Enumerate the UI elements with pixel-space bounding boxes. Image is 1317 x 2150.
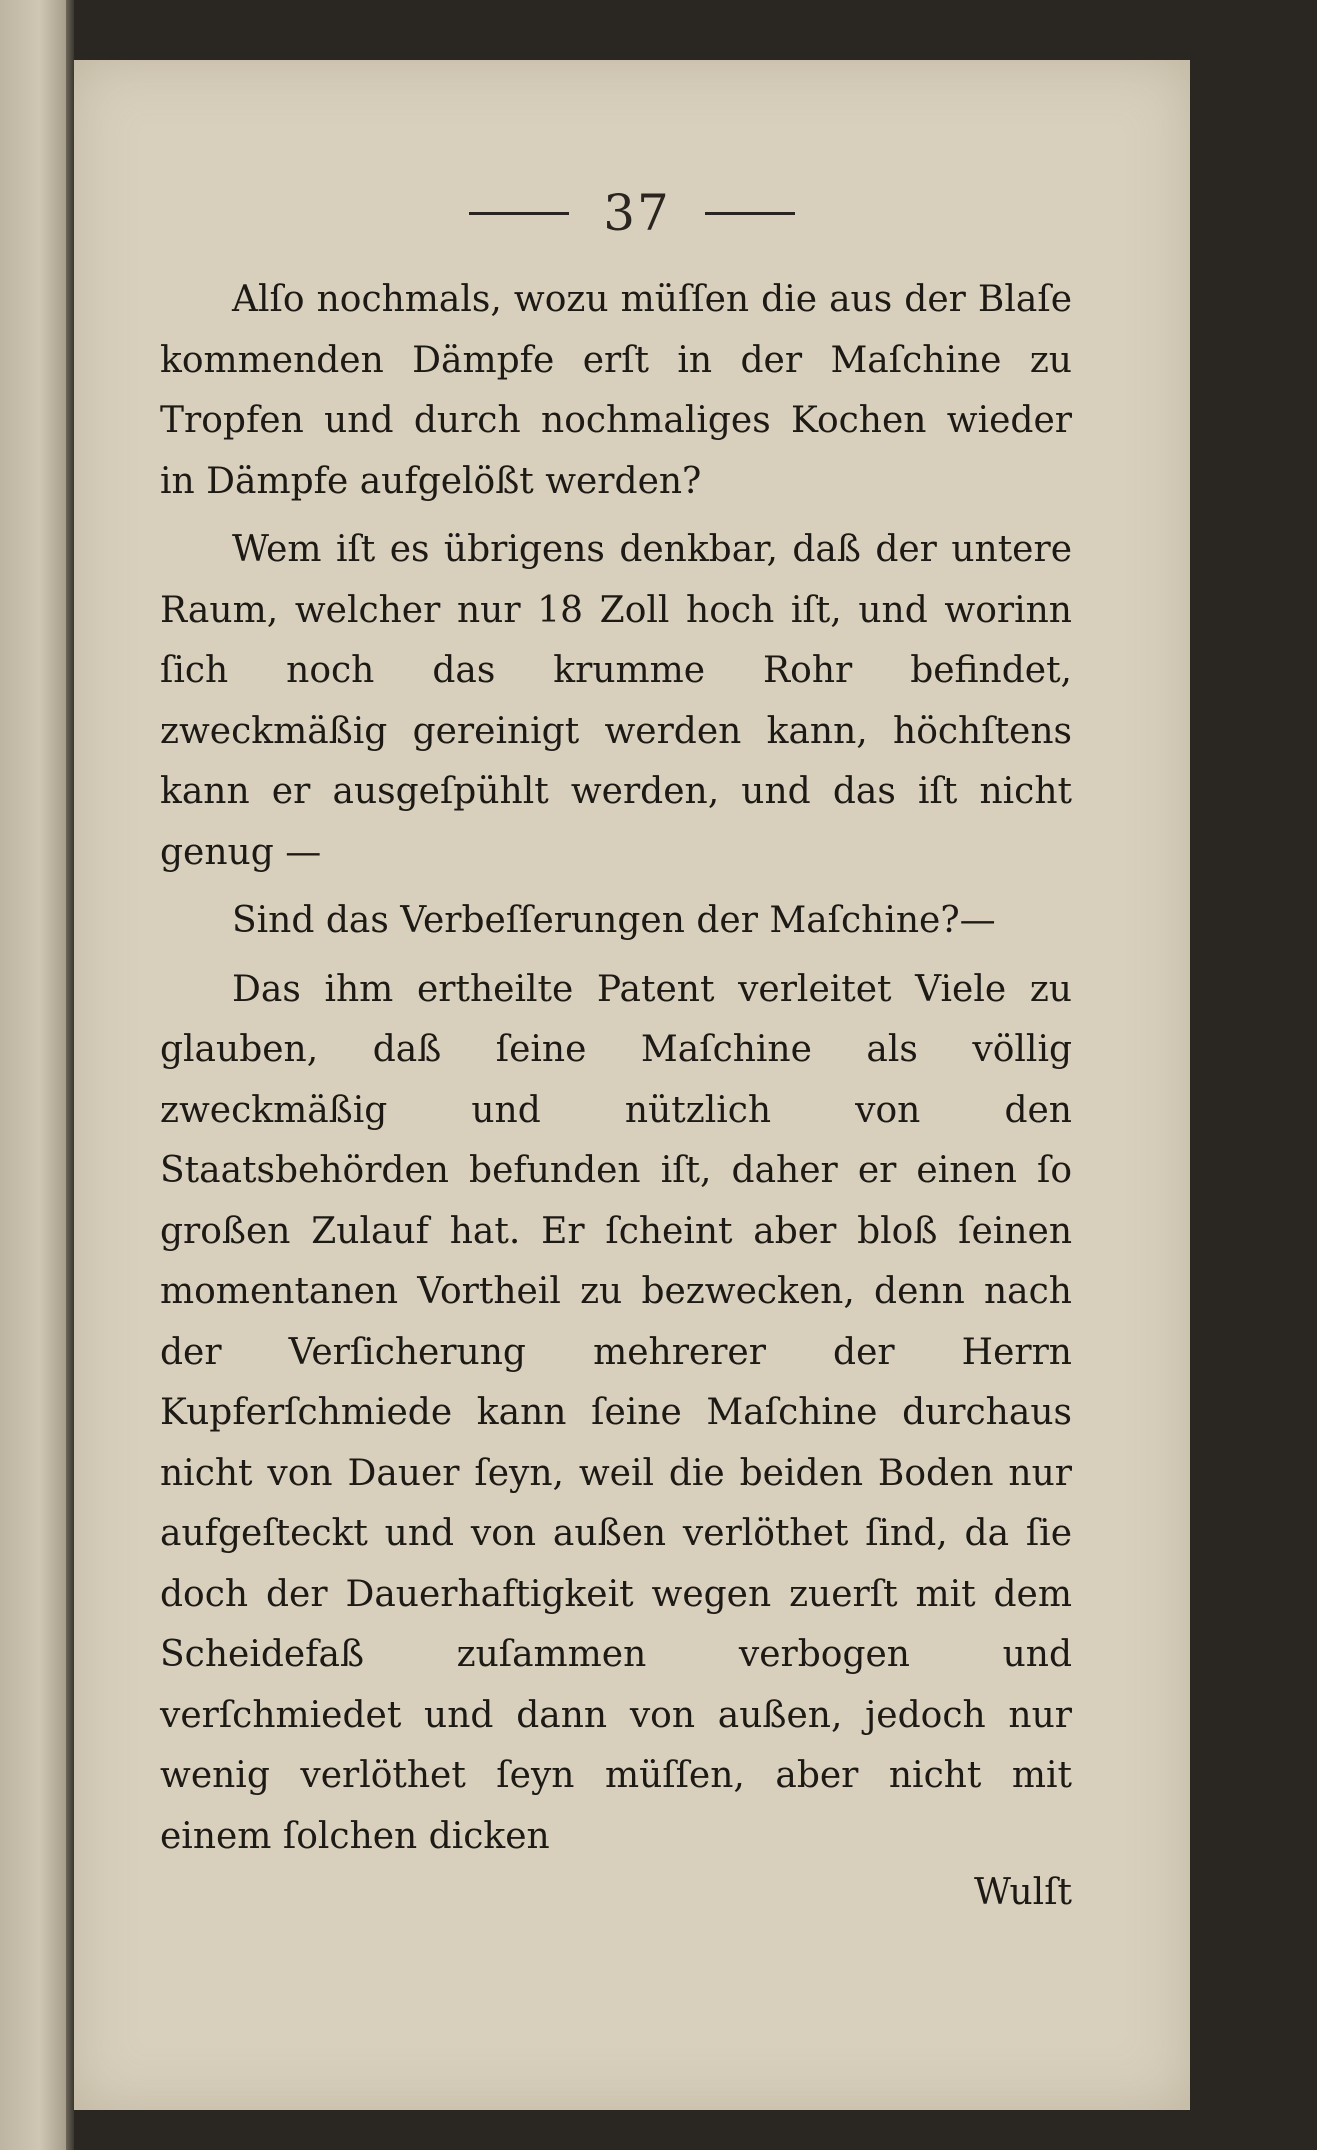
catchword: Wulſt [973, 1872, 1072, 1913]
page-number: 37 [603, 184, 671, 242]
paragraph-4: Das ihm ertheilte Patent verleitet Viele zu glauben, daß ſeine Maſchine als völlig zweckmäßig und nützlich von den Staatsbehörden befunden iſt, daher er einen ſo großen Zulauf hat. Er ſcheint aber bloß ſeinen momentanen Vortheil zu bezwecken, denn nach der Verſicherung mehrerer der Herrn Kupferſchmiede kann ſeine Maſchine durchaus nicht von Dauer ſeyn, weil die beiden Boden nur aufgeſteckt und von außen verlöthet ſind, da ſie doch der Dauerhaftigkeit wegen zuerſt mit dem Scheidefaß zuſammen verbogen und verſchmiedet und dann von außen, jedoch nur wenig verlöthet ſeyn müſſen, aber nicht mit einem ſolchen dicken [160, 968, 1072, 1857]
page-header [74, 178, 1190, 248]
book-spine [66, 0, 74, 2150]
body-text [160, 270, 1072, 1875]
bottom-background [74, 2110, 1190, 2150]
paragraph-2: Wem iſt es übrigens denkbar, daß der untere Raum, welcher nur 18 Zoll hoch iſt, und worinn ſich noch das krumme Rohr befindet, zweckmäßig gereinigt werden kann, höchſtens kann er ausgeſpühlt werden, und das iſt nicht genug — [160, 529, 1072, 873]
paragraph-3: Sind das Verbeſſerungen der Maſchine?— [232, 900, 996, 941]
paragraph-1: Alſo nochmals, wozu müſſen die aus der Blaſe kommenden Dämpfe erſt in der Maſchine zu Tropfen und durch nochmaliges Kochen wieder in Dämpfe aufgelößt werden? [160, 279, 1072, 502]
header-dash-right [705, 212, 795, 215]
book-page [74, 60, 1190, 2110]
adjacent-page-edge [0, 0, 66, 2150]
header-dash-left [469, 212, 569, 215]
